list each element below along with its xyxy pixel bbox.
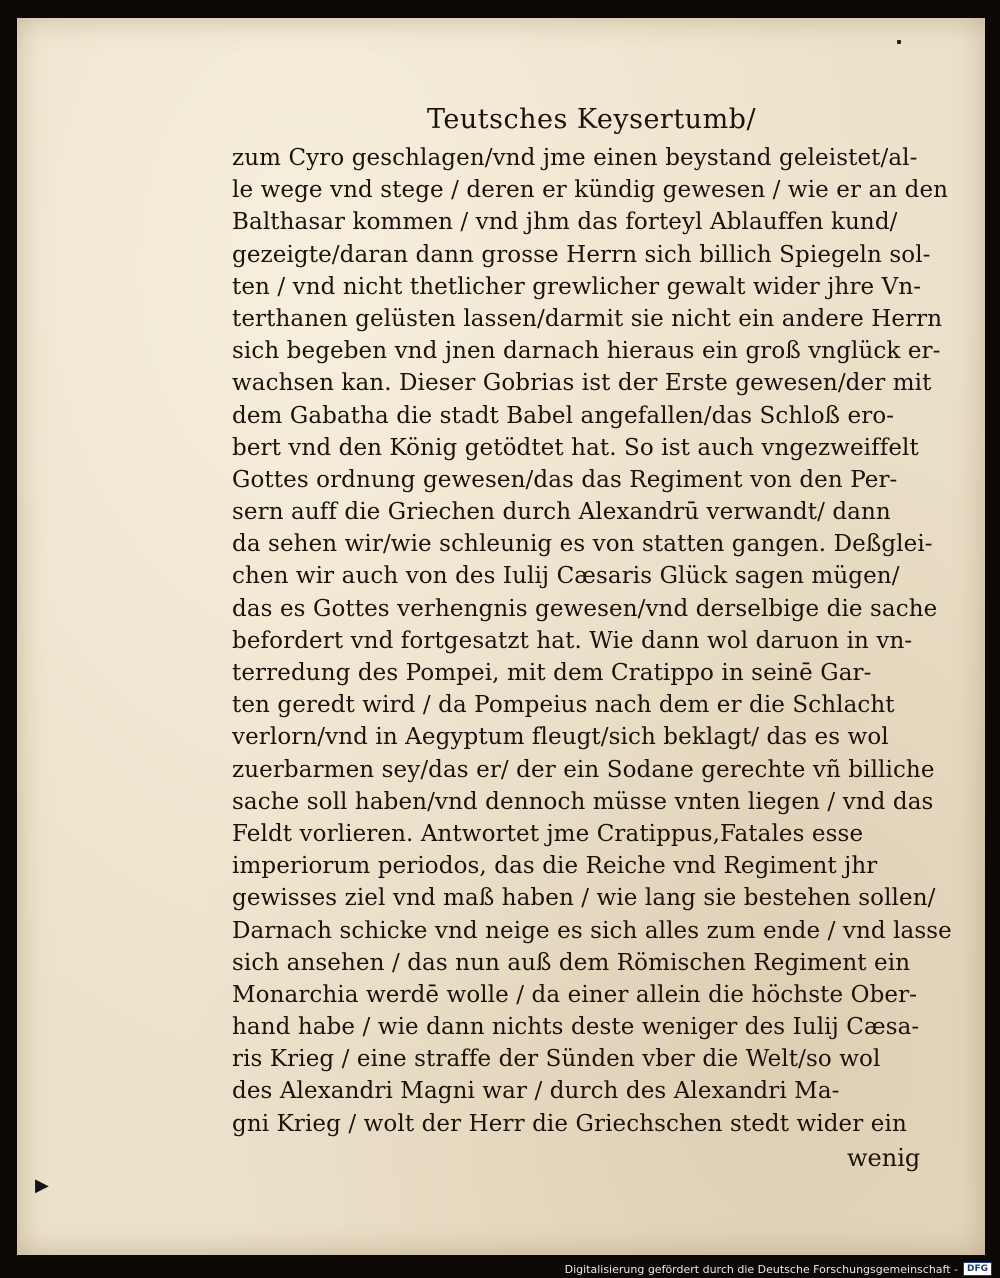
text-line: sich ansehen / das nun auß dem Römischen Regiment ein	[232, 949, 911, 976]
footer-credit-text: Digitalisierung gefördert durch die Deutsche Forschungsgemeinschaft -	[564, 1262, 958, 1276]
text-line: Darnach schicke vnd neige es sich alles zum ende / vnd lasse	[232, 917, 952, 944]
footer-credit	[565, 1262, 992, 1276]
running-head: Teutsches Keysertumb/	[427, 104, 757, 135]
text-line: Gottes ordnung gewesen/das das Regiment von den Per-	[232, 466, 898, 493]
text-line: verlorn/vnd in Aegyptum fleugt/sich beklagt/ das es wol	[232, 724, 889, 751]
dfg-logo: DFG	[963, 1262, 992, 1276]
text-line: gni Krieg / wolt der Herr die Griechschen stedt wider ein	[232, 1110, 907, 1137]
text-line: des Alexandri Magni war / durch des Alexandri Ma-	[232, 1078, 840, 1105]
text-line: dem Gabatha die stadt Babel angefallen/das Schloß ero-	[232, 402, 895, 429]
text-line: zum Cyro geschlagen/vnd jme einen beystand geleistet/al-	[232, 145, 918, 171]
text-line: Monarchia werdē wolle / da einer allein die höchste Ober-	[232, 981, 918, 1008]
text-line: ten / vnd nicht thetlicher grewlicher gewalt wider jhre Vn-	[232, 273, 922, 300]
text-line: da sehen wir/wie schleunig es von statten gangen. Deßglei-	[232, 531, 933, 558]
text-line: sich begeben vnd jnen darnach hieraus ein groß vnglück er-	[232, 338, 941, 365]
text-line: gezeigte/daran dann grosse Herrn sich billich Spiegeln sol-	[232, 241, 931, 268]
text-line: le wege vnd stege / deren er kündig gewesen / wie er an den	[232, 177, 949, 204]
text-line: terredung des Pompei, mit dem Cratippo in seinē Gar-	[232, 660, 872, 686]
text-line: ten geredt wird / da Pompeius nach dem er die Schlacht	[232, 692, 895, 719]
text-line: hand habe / wie dann nichts deste weniger des Iulij Cæsa-	[232, 1014, 920, 1041]
text-line: gewisses ziel vnd maß haben / wie lang sie bestehen sollen/	[232, 885, 936, 912]
text-line: imperiorum periodos, das die Reiche vnd Regiment jhr	[232, 853, 878, 880]
text-line: sache soll haben/vnd dennoch müsse vnten liegen / vnd das	[232, 788, 934, 815]
text-line: Feldt vorlieren. Antwortet jme Cratippus,Fatales esse	[232, 820, 864, 847]
text-line: das es Gottes verhengnis gewesen/vnd derselbige die sache	[232, 595, 938, 622]
catchword: wenig	[847, 1144, 921, 1172]
text-line: bert vnd den König getödtet hat. So ist auch vngezweiffelt	[232, 434, 919, 461]
hand-pointer-icon: ▶	[35, 1175, 49, 1196]
text-line: befordert vnd fortgesatzt hat. Wie dann wol daruon in vn-	[232, 627, 913, 654]
text-line: Balthasar kommen / vnd jhm das forteyl Ablauffen kund/	[232, 209, 898, 236]
ink-speck	[897, 40, 901, 44]
text-line: zuerbarmen sey/das er/ der ein Sodane gerechte vñ billiche	[232, 756, 935, 783]
book-page	[17, 18, 985, 1255]
text-line: terthanen gelüsten lassen/darmit sie nicht ein andere Herrn	[232, 305, 943, 332]
text-line: ris Krieg / eine straffe der Sünden vber die Welt/so wol	[232, 1046, 881, 1073]
text-line: wachsen kan. Dieser Gobrias ist der Erste gewesen/der mit	[232, 370, 932, 397]
text-line: chen wir auch von des Iulij Cæsaris Glück sagen mügen/	[232, 563, 900, 590]
text-line: sern auff die Griechen durch Alexandrū verwandt/ dann	[232, 499, 891, 526]
body-text	[232, 142, 952, 1140]
